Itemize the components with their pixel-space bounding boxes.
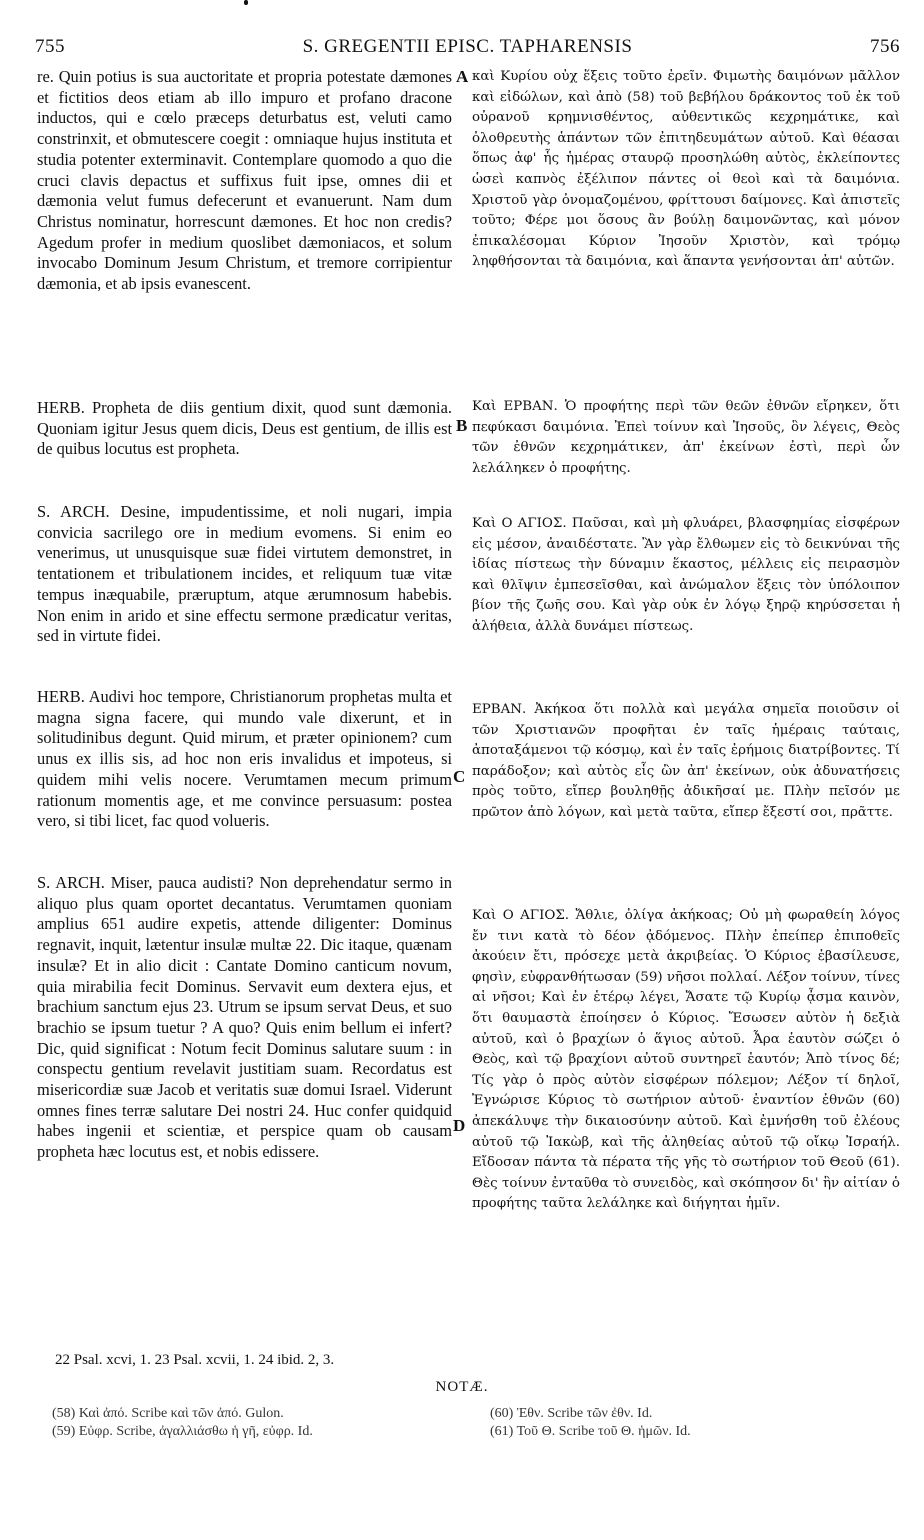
greek-paragraph-3: Καὶ Ο ΑΓΙΟΣ. Παῦσαι, καὶ μὴ φλυάρει, βλασφημίας εἰσφέρων εἰς μέσον, ἀναιδέστατε. Ἂν γὰρ ἔλθωμεν εἰς τὸ δεικνύναι τῆς ἰδίας πίστεως τὴν δύναμιν ἕκαστος, μέλλεις εἰς πειρασμὸν καὶ θλῖψιν ἐμπεσεῖσθαι, καὶ ἀνώμαλον ἕξεις τὸν ὑπόλοιπον βίον τῆς ζωῆς σου. Καὶ γὰρ οὐκ ἐν λόγῳ ξηρῷ κηρύσσεται ἡ ἀλήθεια, ἀλλὰ δυνάμει πίστεως. xyxy=(472,516,900,634)
margin-letter-c: C xyxy=(453,767,466,786)
page-header xyxy=(35,28,900,64)
note-59: (59) Εὐφρ. Scribe, ἀγαλλιάσθω ἡ γῆ, εὐφρ. Id. xyxy=(52,1424,313,1439)
notes-left xyxy=(52,1405,452,1441)
latin-paragraph-3: S. ARCH. Desine, impudentissime, et noli nugari, impia convicia sacrilego ore in medium evomens. Si enim eo venerimus, ut unusquisque suæ fidei virtutem demonstret, in tentationem et tribulationem incides, et reliquum tuæ vitæ tempus inæquabile, præruptum, atque ærumnosum habebis. Non enim in arido et sine effectu sermone prædicatur veritas, sed in virtute fidei. xyxy=(37,502,452,646)
latin-column xyxy=(37,67,452,1163)
latin-paragraph-2: HERB. Propheta de diis gentium dixit, quod sunt dæmonia. Quoniam igitur Jesus quem dicis, Deus est gentium, de illis est de quibus locutus est propheta. xyxy=(37,398,452,459)
page-number-left: 755 xyxy=(35,36,65,57)
greek-paragraph-2: Καὶ ΕΡΒΑΝ. Ὁ προφήτης περὶ τῶν θεῶν ἐθνῶν εἴρηκεν, ὅτι πεφύκασι δαιμόνια. Ἐπεὶ τοίνυν καὶ Ἰησοῦς, ὃν λέγεις, Θεὸς τῶν ἐθνῶν κεχρημάτικεν, ἀπ' ἐκείνων ἐστὶ, περὶ ὧν λελάληκεν ὁ προφήτης. xyxy=(472,399,900,476)
greek-paragraph-5: Καὶ Ο ΑΓΙΟΣ. Ἄθλιε, ὀλίγα ἀκήκοας; Οὐ μὴ φωραθείη λόγος ἔν τινι κατὰ τὸ δέον ᾀδόμενος. Πλὴν ἐπείπερ ἐπιποθεῖς ἀκούειν ἔτι, πρόσεχε μετὰ ἀκριβείας. Ὁ Κύριος ἐβασίλευσε, φησὶν, εὐφρανθήτωσαν (59) νῆσοι πολλαί. Λέξον τοίνυν, τίνες αἱ νῆσοι; Καὶ ἐν ἑτέρῳ λέγει, Ἄσατε τῷ Κυρίῳ ᾆσμα καινὸν, ὅτι θαυμαστὰ ἐποίησεν ὁ Κύριος. Ἔσωσεν αὐτὸν ἡ δεξιὰ αὐτοῦ, καὶ ὁ βραχίων ὁ ἅγιος αὐτοῦ. Ἆρα ἑαυτὸν σώζει ὁ Θεὸς, καὶ τῷ βραχίονι αὐτοῦ συντηρεῖ ἑαυτόν; Ἀπὸ τίνος δέ; Τίς γὰρ ὁ πρὸς αὐτὸν εἰσφέρων πόλεμον; Λέξον τί δηλοῖ, Ἐγνώρισε Κύριος τὸ σωτήριον αὐτοῦ· ἐναντίον ἐθνῶν (60) ἀπεκάλυψε τὴν δικαιοσύνην αὐτοῦ. Καὶ ἐμνήσθη τοῦ ἐλέους αὐτοῦ τῷ Ἰακὼβ, καὶ τῆς ἀληθείας αὐτοῦ τῷ οἴκῳ Ἰσραήλ. Εἴδοσαν πάντα τὰ πέρατα τῆς γῆς τὸ σωτήριον τοῦ Θεοῦ (61). Θὲς τοίνυν ἐνταῦθα τὸ συνειδὸς, καὶ σκόπησον δι' ἣν αἰτίαν ὁ προφήτης ταῦτα λελάληκε καὶ διήγηται ἡμῖν. xyxy=(472,908,900,1212)
note-58: (58) Καὶ ἀπό. Scribe καὶ τῶν ἀπό. Gulon. xyxy=(52,1406,284,1421)
margin-letter-a: A xyxy=(456,67,469,86)
running-title: S. GREGENTII EPISC. TAPHARENSIS xyxy=(302,36,633,57)
greek-paragraph-4: ΕΡΒΑΝ. Ἀκήκοα ὅτι πολλὰ καὶ μεγάλα σημεῖα ποιοῦσιν οἱ τῶν Χριστιανῶν προφῆται ἐν ταῖς ἡμέραις ταύταις, ἀποταξάμενοι τῷ κόσμῳ, καὶ ἐν ταῖς ἐρήμοις διατρίβοντες. Τί παράδοξον; καὶ αὐτὸς εἷς ὢν ἀπ' ἐκείνων, οὐκ ἀδυνατήσεις πρὸς τοῦτο, εἴπερ βουληθῇς ἀδικῆσαί με. Πλὴν πεῖσόν με πρῶτον ἀπὸ λόγων, καὶ μετὰ ταῦτα, εἴπερ ἔξεστί σοι, πρᾶττε. xyxy=(472,702,900,820)
latin-paragraph-5: S. ARCH. Miser, pauca audisti? Non deprehendatur sermo in aliquo plus quam oportet decantatus. Verumtamen quoniam amplius 651 audire expetis, attende diligenter: Dominus regnavit, inquit, lætentur insulæ multæ 22. Dic itaque, quænam insulæ? Et in alio dicit : Cantate Domino canticum novum, quia mirabilia fecit Dominus. Servavit eum dextera ejus, et brachium sanctum ejus 23. Utrum se ipsum servat Deus, et suo brachio se ipsum tuetur ? A quo? Quis enim bellum ei infert? Dic, quid significat : Notum fecit Dominus salutare suum : in conspectu gentium revelavit justitiam suam. Recordatus est misericordiæ suæ Jacob et veritatis suæ domui Israel. Viderunt omnes fines terræ salutare Dei nostri 24. Huc confer quidquid habes ingenii et scientiæ, et perspice quam ob causam propheta hæc locutus est, et nobis edissere. xyxy=(37,873,452,1162)
note-61: (61) Τοῦ Θ. Scribe τοῦ Θ. ἡμῶν. Id. xyxy=(490,1424,691,1439)
scripture-footnotes: 22 Psal. xcvi, 1. 23 Psal. xcvii, 1. 24 ibid. 2, 3. xyxy=(55,1352,335,1368)
latin-paragraph-4: HERB. Audivi hoc tempore, Christianorum prophetas multa et magna signa facere, qui mundo vale dixerunt, et in solitudinibus degunt. Quid mirum, et præter opinionem? cum unus ex illis sis, ad hoc non eris invalidus et impoteus, si quidem mihi velis nocere. Verumtamen mecum primum rationum momentis age, et me convince persuasum: postea vero, si tibi licet, fac quod volueris. xyxy=(37,687,452,831)
margin-letter-b: B xyxy=(456,416,468,435)
notes-right xyxy=(490,1405,890,1441)
printer-dot xyxy=(244,0,248,5)
greek-column xyxy=(472,67,900,1215)
notes-heading: NOTÆ. xyxy=(435,1379,489,1395)
latin-paragraph-1: re. Quin potius is sua auctoritate et propria potestate dæmones et fictitios deos etiam ab illo impuro et profano dracone inductos, qui e cœlo præceps deturbatus est, veluti camo constrinxit, et obmutescere coegit : omniaque hujus instituta et studia potenter exterminavit. Contemplare quomodo a quo die cruci clavis depactus et suffixus fuit ipse, omnes dii et dæmonia velut fumus defecerunt et evanuerunt. Nam dum Christus nominatur, horrescunt dæmones. Et hoc non credis? Agedum profer in medium quoslibet dæmoniacos, et solum invocabo Dominum Jesum Christum, et tremore corripientur dæmonia, et ab ipsis evanescent. xyxy=(37,67,452,294)
margin-letter-d: D xyxy=(453,1116,466,1135)
page-number-right: 756 xyxy=(870,36,900,57)
greek-paragraph-1: καὶ Κυρίου οὐχ ἕξεις τοῦτο ἐρεῖν. Φιμωτὴς δαιμόνων μᾶλλον καὶ εἰδώλων, καὶ ἀπὸ (58) τοῦ βεβήλου δράκοντος τοῦ ἐκ τοῦ οὐρανοῦ κρημνισθέντος, αὐθεντικῶς κεχρημάτικε, καὶ ὀλοθρευτὴς ἁπάντων τῶν ἐπιτηδευμάτων αὐτοῦ. Καὶ θέασαι ὅπως ἀφ' ἧς ἡμέρας σταυρῷ προσηλώθη αὐτὸς, ἐκλείποντες ὡσεὶ καπνὸς ἐξέλιπον πάντες οἱ θεοὶ καὶ τὰ δαιμόνια. Χριστοῦ γὰρ ὀνομαζομένου, φρίττουσι δαίμονες. Καὶ ἀπιστεῖς τοῦτο; Φέρε μοι ὅσους ἂν βούλῃ δαιμονῶντας, καὶ μόνον ἐπικαλέσομαι Κύριον Ἰησοῦν Χριστὸν, καὶ τρόμῳ ληφθήσονται τὰ δαιμόνια, καὶ ἅπαντα γενήσονται ἀπ' αὐτῶν. xyxy=(472,69,900,270)
note-60: (60) Ἐθν. Scribe τῶν ἐθν. Id. xyxy=(490,1406,653,1421)
